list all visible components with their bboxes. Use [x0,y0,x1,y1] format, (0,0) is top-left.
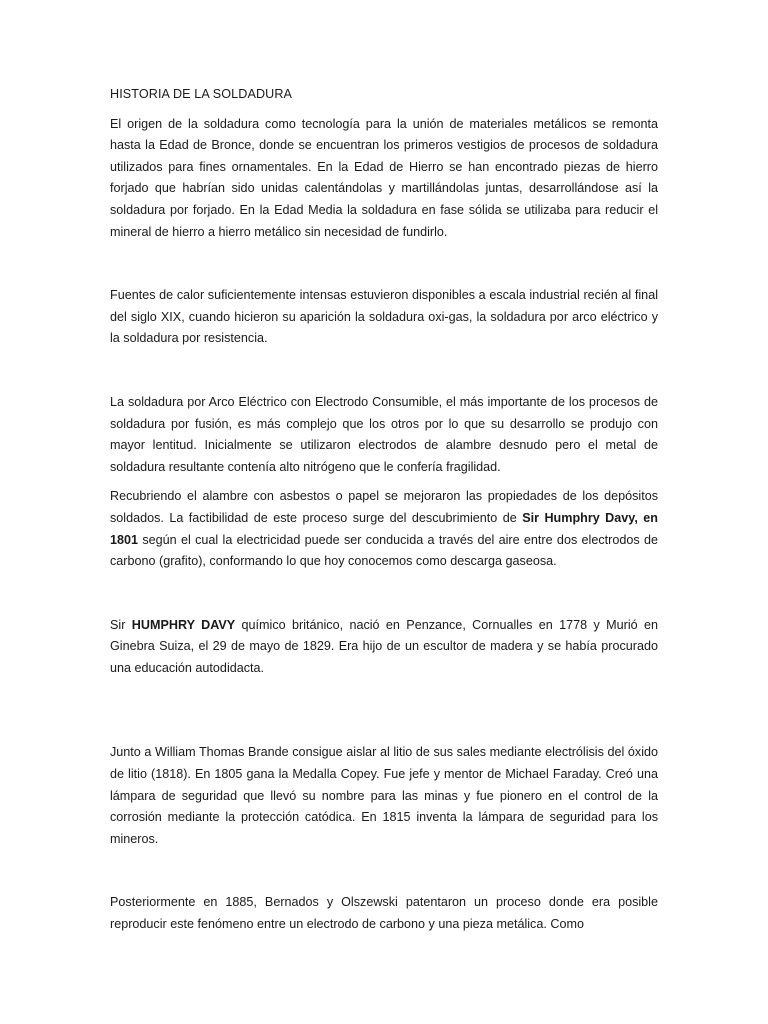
paragraph-recubriendo [110,486,658,572]
paragraph-origen: El origen de la soldadura como tecnología para la unión de materiales metálicos se remonta hasta la Edad de Bronce, donde se encuentran los primeros vestigios de procesos de soldadura utilizados para fines ornamentales. En la Edad de Hierro se han encontrado piezas de hierro forjado que habrían sido unidas calentándolas y martillándolas juntas, desarrollándose así la soldadura por forjado. En la Edad Media la soldadura en fase sólida se utilizaba para reducir el mineral de hierro a hierro metálico sin necesidad de fundirlo. [110,116,658,239]
paragraph-recubriendo-text-start: Recubriendo el alambre con asbestos o papel se mejoraron las propiedades de los depósitos soldados. La factibilidad de este proceso surge del descubrimiento de [110,489,658,525]
paragraph-bio-text-start: Sir [110,617,132,632]
document-body [110,84,658,936]
paragraph-bernados-olszewski: Posteriormente en 1885, Bernados y Olszewski patentaron un proceso donde era posible reproducir este fenómeno entre un electrodo de carbono y una pieza metálica. Como [110,895,658,932]
humphry-davy-name-highlight: HUMPHRY DAVY [131,617,236,632]
paragraph-arco-electrico: La soldadura por Arco Eléctrico con Electrodo Consumible, el más importante de los procesos de soldadura por fusión, es más complejo que los otros por lo que su desarrollo se produjo con mayor lentitud. Inicialmente se utilizaron electrodos de alambre desnudo pero el metal de soldadura resultante contenía alto nitrógeno que le confería fragilidad. [110,394,658,474]
document-title: HISTORIA DE LA SOLDADURA [110,87,293,101]
paragraph-humphry-davy-bio [110,615,658,680]
paragraph-william-thomas-brande: Junto a William Thomas Brande consigue aislar al litio de sus sales mediante electrólisis del óxido de litio (1818). En 1805 gana la Medalla Copey. Fue jefe y mentor de Michael Faraday. Creó una lámpara de seguridad que llevó su nombre para las minas y fue pionero en el control de la corrosión mediante la protección catódica. En 1815 inventa la lámpara de seguridad para los mineros. [110,745,658,846]
paragraph-recubriendo-text-end: según el cual la electricidad puede ser conducida a través del aire entre dos electrodos de carbono (grafito), conformando lo que hoy conocemos como descarga gaseosa. [110,532,658,569]
paragraph-bio-text-end: químico británico, nació en Penzance, Cornualles en 1778 y Murió en Ginebra Suiza, el 29 de mayo de 1829. Era hijo de un escultor de madera y se había procurado una educación autodidacta. [110,617,659,675]
humphry-davy-1801-highlight: Sir Humphry Davy, en 1801 [110,510,658,547]
paragraph-fuentes-de-calor: Fuentes de calor suficientemente intensas estuvieron disponibles a escala industrial recién al final del siglo XIX, cuando hicieron su aparición la soldadura oxi-gas, la soldadura por arco eléctrico y la soldadura por resistencia. [110,288,658,346]
